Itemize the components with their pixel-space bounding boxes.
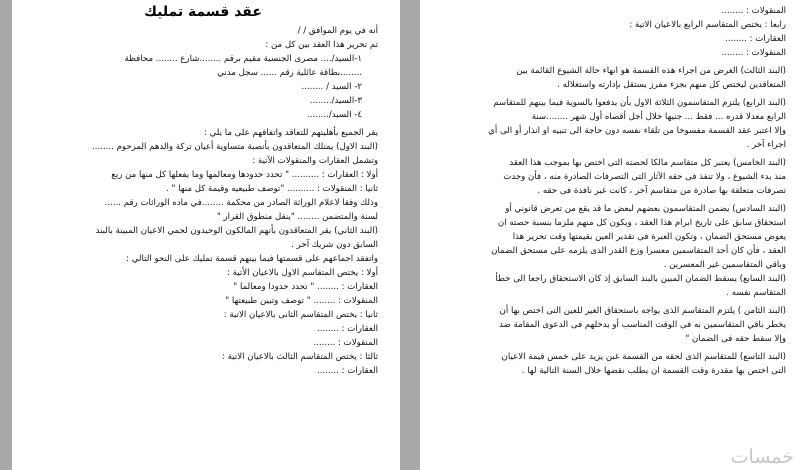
party-1-id-line: ........بطاقة عائلية رقم ...... سجل مدني xyxy=(217,68,362,78)
clause-5: (البند الخامس) يعتبر كل متقاسم مالكا لحصته التى اختص بها بموجب هذا العقد xyxy=(509,158,786,168)
document-page-right[interactable] xyxy=(420,0,800,470)
party-3-line: ٣-السيد/........ xyxy=(309,96,362,106)
watermark: خمسات xyxy=(730,446,794,468)
assets-intro-line: وتشمل العقارات والمنقولات الآتية : xyxy=(252,156,378,166)
third-party-share-heading: ثالثا : يختص المتقاسم الثالث بالاعيان الاتية : xyxy=(222,352,378,362)
clause-4: (البند الرابع) يلتزم المتقاسمون الثلاثة الاول بأن يدفعوا بالسوية فيما بينهم للمتقاسم xyxy=(493,98,786,108)
clause-9-line-2: التى اختص بها مقدرة وقت القسمة ان يطلب نقضها خلال السنة التالية لها . xyxy=(521,366,786,376)
party-2-line: ٢- السيد / ........ xyxy=(301,82,362,92)
third-party-movables: المنقولات : ........ xyxy=(721,6,786,16)
clause-8-line-3: وإلا سقط حقه فى الضمان " xyxy=(685,334,786,344)
movables-line: ثانيا : المنقولات : .......... "توصف طبيعيه وقيمة كل منها " . xyxy=(166,184,378,194)
first-party-real-estate: العقارات : ........ " تحدد حدودا ومعالما " xyxy=(233,282,378,292)
clause-6-line-2: استحقاق سابق على تاريخ ابرام هذا العقد ، ويكون كل منهم ملزما بنسبة حصته ان xyxy=(497,218,786,228)
fourth-party-share-heading: رابعا : يختص المتقاسم الرابع بالاعيان الاتية : xyxy=(629,20,786,30)
clause-2: (البند الثاني) يقر المتعاقدون بأنهم المالكون الوحيدون لجمي الاعيان المبينة بالبند xyxy=(95,226,378,236)
second-party-real-estate: العقارات : ........ xyxy=(317,324,378,334)
inheritance-line: وذلك وفقا لاعلام الوراثة الصادر من محكمة ........في ماده الوراثات رقم ...... xyxy=(104,198,378,208)
clause-5-line-2: منذ بدء الشيوع ، ولا تنفذ فى حقه الآثار التى التصرفات الصادرة منه ، فأن وجدت xyxy=(503,172,786,182)
clause-3: (البند الثالث) الغرض من اجراء هذه القسمة هو انهاء حالة الشيوع القائمة بين xyxy=(516,66,786,76)
clause-4-line-4: اجراء آخر . xyxy=(746,140,786,150)
first-party-share-heading: أولا : يختص المتقاسم الاول بالاعيان الأتية : xyxy=(227,268,378,278)
clause-3-continued: المتعاقدين ليختص كل منهم بجزء مفرز يستقل بإدارته واستغلاله . xyxy=(557,80,786,90)
capacity-clause: يقر الجميع بأهليتهم للتعاقد واتفاقهم على ما يلي : xyxy=(203,128,378,138)
clause-9: (البند التاسع) للمتقاسم الذى لحقه من القسمة غبن يزيد على خمس قيمة الاعيان xyxy=(501,352,786,362)
clause-6-line-3: يعوض مستحق الضمان ، وتكون العبرة فى تقدير العين بقيمتها وقت تحرير هذا xyxy=(512,232,786,242)
document-page-left[interactable] xyxy=(12,0,400,470)
clause-7: (البند السابع) يسقط الضمان المبين بالبند السابق إذ كان الاستحقاق راجعا الى خطأ xyxy=(495,274,786,284)
clause-7-line-2: المتقاسم نفسه . xyxy=(726,288,786,298)
clause-5-line-3: تصرفات متعلقة بها صادرة من متقاسم آخر ، كانت غير نافذة فى حقه . xyxy=(537,186,786,196)
division-agreement-line: واتفقد اجماعهم على قسمتها فيما بينهم قسمة تمليك على النحو التالي : xyxy=(126,254,378,264)
clause-6-line-4: العقد ، فأن كان أحد المتقاسمين معسرا وزع القدر الذى يلزمه على مستحق الضمان xyxy=(491,246,786,256)
court-decision-line: لسنة والمتضمن ........ "ينقل منطوق القرار " xyxy=(216,212,378,222)
contract-date-line: أنه في يوم الموافق / / xyxy=(297,26,378,36)
document-title: عقد قسمة تمليك xyxy=(144,4,262,20)
fourth-party-real-estate: العقارات : ........ xyxy=(725,34,786,44)
clause-4-line-3: وإلا اعتبر عقد القسمة مفسوخا من تلقاء نفسه دون حاجة الى تنبيه او انذار أو الى أي xyxy=(488,126,786,136)
first-party-movables: المنقولات : ........ " توصف وتبين طبيعتها " xyxy=(225,296,378,306)
clause-6: (البند السادس) يضمن المتقاسمون بعضهم لبعض ما قد يقع من تعرض قانوني أو xyxy=(505,204,786,214)
second-party-movables: المنقولات : ........ xyxy=(313,338,378,348)
clause-8-line-2: يخطر باقي المتقاسمين به فى الوقت المناسب أو يدخلهم فى الدعوى المقامة ضد xyxy=(498,320,786,330)
parties-intro-line: تم تحرير هذا العقد بين كل من : xyxy=(265,40,378,50)
party-4-line: ٤- السيد/........ xyxy=(307,110,362,120)
clause-8: (البند الثامن ) يلتزم المتقاسم الذى يواجه باستحقاق الغير للعين التى اختص بها أن xyxy=(499,306,786,316)
clause-2-continued: السابق دون شريك آخر . xyxy=(291,240,378,250)
third-party-real-estate: العقارات : ........ xyxy=(317,366,378,376)
fourth-party-movables: المنقولات : ........ xyxy=(721,48,786,58)
second-party-share-heading: ثانيا : يختص المتقاسم الثانى بالاعيان الاتية : xyxy=(223,310,378,320)
real-estate-line: أولا : العقارات : .......... " تحدد حدودها ومعالمها وما يفعلها كل منها من ربع xyxy=(111,170,378,180)
clause-1: (البند الاول) يمتلك المتعاقدون بأنصبة متساوية أعيان تركة والدهم المرحوم ........ xyxy=(92,142,378,152)
clause-4-line-2: الرابع معدلا قدره ... فقط ... جنيها خلال أجل أقصاه أول شهر ........سنة xyxy=(531,112,786,122)
party-1-line: ١-السيد/.... مصرى الجنسية مقيم برقم ........شارع ........ محافظة xyxy=(124,54,362,64)
clause-6-line-5: وباقي المتقاسمين غير المعسرين . xyxy=(663,260,786,270)
